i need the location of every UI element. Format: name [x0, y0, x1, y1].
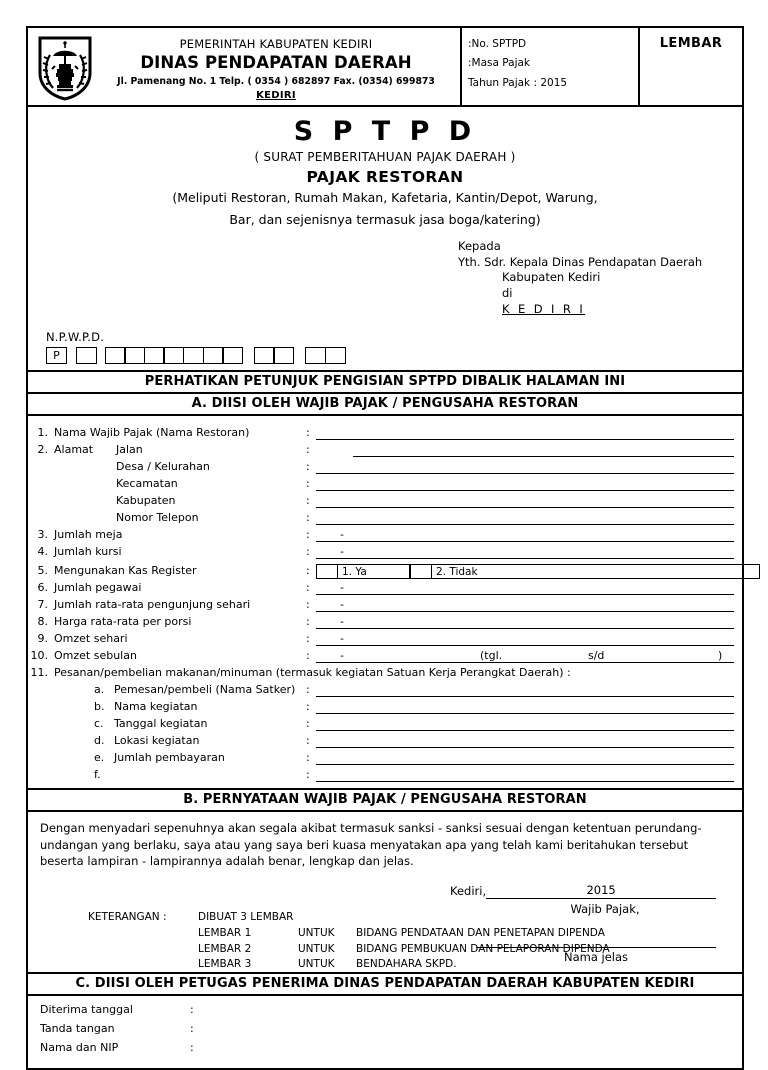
row-sublabel: Kecamatan: [116, 477, 178, 491]
no-sptpd-field[interactable]: :No. SPTPD: [468, 38, 527, 50]
keterangan-sheet: LEMBAR 2: [198, 942, 252, 955]
office-city: KEDIRI: [256, 90, 296, 102]
section-c-body: [28, 996, 742, 1068]
input-line-omzet-sebulan[interactable]: [316, 662, 734, 663]
row-number: 11.: [30, 666, 48, 680]
form-title-expansion: ( SURAT PEMBERITAHUAN PAJAK DAERAH ): [254, 150, 516, 165]
row-number: 3.: [37, 528, 48, 542]
signer-name-label: Nama jelas: [563, 950, 629, 965]
row-value: -: [340, 615, 344, 629]
field-row-nama-wajib-pajak: [28, 423, 742, 440]
addressee-block: [28, 239, 742, 318]
row-colon: :: [190, 1041, 194, 1055]
row-number: 5.: [37, 564, 48, 578]
keterangan-sheet: LEMBAR 1: [198, 926, 252, 939]
declaration-line-2: undangan yang berlaku, saya atau yang saya beri kuasa menyatakan apa yang telah kami beritahukan tersebut: [40, 837, 689, 852]
row-letter: e.: [94, 751, 105, 765]
instruction-notice: PERHATIKAN PETUNJUK PENGISIAN SPTPD DIBALIK HALAMAN INI: [28, 370, 742, 394]
field-row-nama-dan-nip: [28, 1041, 742, 1060]
npwpd-digit-box[interactable]: [105, 347, 126, 364]
npwpd-digit-box[interactable]: [124, 347, 145, 364]
field-row-desa-kelurahan: [28, 457, 742, 474]
date-input-line[interactable]: 2015: [486, 883, 716, 899]
section-b-banner: B. PERNYATAAN WAJIB PAJAK / PENGUSAHA RESTORAN: [28, 790, 742, 812]
row-label: Jumlah meja: [54, 528, 123, 542]
field-row-pesanan-header: [28, 663, 742, 680]
row-sublabel: Nomor Telepon: [116, 511, 199, 525]
keterangan-row: [88, 926, 610, 942]
row-number: 7.: [37, 598, 48, 612]
row-colon: :: [306, 751, 310, 765]
row-label: Mengunakan Kas Register: [54, 564, 197, 578]
input-line-lainnya[interactable]: [316, 781, 734, 782]
row-colon: :: [306, 443, 310, 457]
npwpd-digit-box[interactable]: [305, 347, 326, 364]
row-colon: :: [306, 734, 310, 748]
npwpd-digit-box[interactable]: [163, 347, 184, 364]
row-label: Jumlah rata-rata pengunjung sehari: [54, 598, 251, 612]
row-colon: :: [306, 494, 310, 508]
row-value: -: [340, 528, 344, 542]
row-label: Diterima tanggal: [40, 1003, 133, 1017]
row-letter: b.: [94, 700, 105, 714]
keterangan-for: UNTUK: [298, 942, 335, 955]
npwpd-label: N.P.W.P.D.: [46, 330, 105, 345]
row-value: -: [340, 581, 344, 595]
keterangan-for: UNTUK: [298, 926, 335, 939]
row-label: Omzet sehari: [54, 632, 128, 646]
row-sublabel: Kabupaten: [116, 494, 176, 508]
row-label: Lokasi kegiatan: [114, 734, 200, 748]
addressee-city: K E D I R I: [502, 302, 586, 317]
field-row-kecamatan: [28, 474, 742, 491]
keterangan-dest: BENDAHARA SKPD.: [356, 958, 457, 971]
npwpd-digit-box[interactable]: [325, 347, 346, 364]
omzet-tgl-label: (tgl.: [480, 649, 503, 663]
row-value: -: [340, 632, 344, 646]
scope-line-2: Bar, dan sejenisnya termasuk jasa boga/katering): [229, 211, 541, 227]
npwpd-digit-box[interactable]: [254, 347, 275, 364]
row-colon: :: [190, 1003, 194, 1017]
row-label: Harga rata-rata per porsi: [54, 615, 192, 629]
lembar-label: LEMBAR: [659, 36, 723, 51]
row-colon: :: [306, 768, 310, 782]
keterangan-header-row: [88, 910, 610, 926]
signer-role-label: Wajib Pajak,: [570, 902, 640, 917]
omzet-close-paren: ): [718, 649, 723, 663]
npwpd-boxes[interactable]: [46, 347, 742, 364]
npwpd-digit-box[interactable]: [273, 347, 294, 364]
letterhead: [28, 28, 742, 107]
field-row-pemesan: [28, 680, 742, 697]
section-a-banner: A. DIISI OLEH WAJIB PAJAK / PENGUSAHA RESTORAN: [28, 394, 742, 416]
row-colon: :: [306, 477, 310, 491]
addressee-kepada: Kepada: [458, 238, 501, 253]
emblem-icon: [34, 33, 96, 101]
row-label: Jumlah pegawai: [54, 581, 142, 595]
field-row-jumlah-pegawai: [28, 578, 742, 595]
row-label: Pesanan/pembelian makanan/minuman (termasuk kegiatan Satuan Kerja Perangkat Daerah) :: [54, 666, 571, 680]
field-row-harga-rata-rata: [28, 612, 742, 629]
field-row-nomor-telepon: [28, 508, 742, 525]
scope-line-1: (Meliputi Restoran, Rumah Makan, Kafetaria, Kantin/Depot, Warung,: [172, 190, 598, 206]
row-label: Pemesan/pembeli (Nama Satker): [114, 683, 296, 697]
row-number: 6.: [37, 581, 48, 595]
row-label: Omzet sebulan: [54, 649, 137, 663]
row-colon: :: [306, 545, 310, 559]
field-row-kas-register: [28, 559, 742, 578]
npwpd-prefix-box: P: [46, 347, 67, 364]
kas-register-option-tidak[interactable]: 2. Tidak: [432, 564, 760, 579]
npwpd-digit-box[interactable]: [76, 347, 97, 364]
kas-register-options: [316, 564, 760, 579]
field-row-tanggal-kegiatan: [28, 714, 742, 731]
field-row-kabupaten: [28, 491, 742, 508]
office-name: DINAS PENDAPATAN DAERAH: [140, 53, 412, 73]
npwpd-digit-box[interactable]: [144, 347, 165, 364]
row-colon: :: [306, 564, 310, 578]
office-address: Jl. Pamenang No. 1 Telp. ( 0354 ) 682897 Fax. (0354) 699873: [117, 75, 435, 87]
field-row-omzet-sebulan: [28, 646, 742, 663]
row-sublabel: Jalan: [116, 443, 143, 457]
row-colon: :: [306, 717, 310, 731]
field-row-rata-rata-pengunjung: [28, 595, 742, 612]
field-row-jumlah-meja: [28, 525, 742, 542]
row-number: 9.: [37, 632, 48, 646]
tax-type-title: PAJAK RESTORAN: [306, 168, 464, 187]
row-label: Nama Wajib Pajak (Nama Restoran): [54, 426, 250, 440]
row-colon: :: [306, 598, 310, 612]
addressee-di: di: [502, 286, 513, 301]
field-row-tanda-tangan: [28, 1022, 742, 1041]
row-label: Tanda tangan: [40, 1022, 115, 1036]
row-colon: :: [306, 528, 310, 542]
row-label: Jumlah pembayaran: [114, 751, 225, 765]
row-label: Nama kegiatan: [114, 700, 198, 714]
field-row-omzet-sehari: [28, 629, 742, 646]
keterangan-made-of: DIBUAT 3 LEMBAR: [198, 911, 294, 923]
letterhead-text: [96, 33, 456, 101]
kas-register-checkbox-ya[interactable]: [316, 564, 338, 579]
npwpd-digit-box[interactable]: [203, 347, 224, 364]
keterangan-row: [88, 942, 610, 958]
row-number: 2.: [37, 443, 48, 457]
tahun-pajak-field[interactable]: Tahun Pajak : 2015: [468, 76, 568, 89]
row-label: Nama dan NIP: [40, 1041, 119, 1055]
title-block: [28, 107, 742, 228]
field-row-alamat-jalan: [28, 440, 742, 457]
keterangan-row: [88, 957, 610, 973]
row-number: 1.: [37, 426, 48, 440]
addressee-regency: Kabupaten Kediri: [502, 270, 601, 285]
row-number: 4.: [37, 545, 48, 559]
kas-register-checkbox-tidak[interactable]: [410, 564, 432, 579]
section-a-body: [28, 416, 742, 790]
npwpd-digit-box[interactable]: [183, 347, 204, 364]
row-colon: :: [306, 649, 310, 663]
keterangan-sheet: LEMBAR 3: [198, 958, 252, 971]
row-letter: a.: [94, 683, 105, 697]
row-letter: c.: [94, 717, 104, 731]
field-row-lokasi-kegiatan: [28, 731, 742, 748]
addressee-yth: Yth. Sdr. Kepala Dinas Pendapatan Daerah: [458, 254, 703, 269]
kas-register-option-ya[interactable]: 1. Ya: [338, 564, 410, 579]
row-number: 8.: [37, 615, 48, 629]
row-value: -: [340, 598, 344, 612]
row-value: -: [340, 545, 344, 559]
field-row-lainnya: [28, 765, 742, 782]
field-row-jumlah-pembayaran: [28, 748, 742, 765]
row-colon: :: [306, 426, 310, 440]
row-colon: :: [306, 632, 310, 646]
row-letter: d.: [94, 734, 105, 748]
npwpd-digit-box[interactable]: [222, 347, 243, 364]
form-meta-block: [462, 28, 640, 105]
place-label: Kediri,: [450, 884, 487, 899]
row-colon: :: [306, 581, 310, 595]
keterangan-dest: BIDANG PEMBUKUAN DAN PELAPORAN DIPENDA: [356, 942, 610, 955]
keterangan-for: UNTUK: [298, 958, 335, 971]
keterangan-title: KETERANGAN :: [88, 911, 167, 923]
field-row-diterima-tanggal: [28, 1003, 742, 1022]
row-label: Tanggal kegiatan: [114, 717, 208, 731]
row-number: 10.: [30, 649, 48, 663]
masa-pajak-field[interactable]: :Masa Pajak: [468, 57, 531, 70]
row-colon: :: [190, 1022, 194, 1036]
row-value: -: [340, 649, 344, 663]
row-label: Jumlah kursi: [54, 545, 122, 559]
row-label: Alamat: [54, 443, 94, 457]
npwpd-block: [28, 318, 742, 370]
field-row-jumlah-kursi: [28, 542, 742, 559]
row-sublabel: Desa / Kelurahan: [116, 460, 210, 474]
row-letter: f.: [94, 768, 101, 782]
row-colon: :: [306, 683, 310, 697]
row-colon: :: [306, 460, 310, 474]
keterangan-dest: BIDANG PENDATAAN DAN PENETAPAN DIPENDA: [356, 926, 605, 939]
row-colon: :: [306, 700, 310, 714]
row-colon: :: [306, 615, 310, 629]
keterangan-block: [88, 910, 610, 973]
field-row-nama-kegiatan: [28, 697, 742, 714]
section-c-banner: C. DIISI OLEH PETUGAS PENERIMA DINAS PENDAPATAN DAERAH KABUPATEN KEDIRI: [28, 974, 742, 996]
row-colon: :: [306, 511, 310, 525]
form-title: S P T P D: [293, 116, 477, 148]
declaration-line-3: beserta lampiran - lampirannya adalah benar, lengkap dan jelas.: [40, 854, 414, 869]
government-name: PEMERINTAH KABUPATEN KEDIRI: [179, 37, 373, 51]
letterhead-agency: [28, 28, 462, 105]
omzet-sd-label: s/d: [588, 649, 605, 663]
declaration-line-1: Dengan menyadari sepenuhnya akan segala akibat termasuk sanksi - sanksi sesuai dengan ketentuan perundang-: [40, 821, 702, 836]
